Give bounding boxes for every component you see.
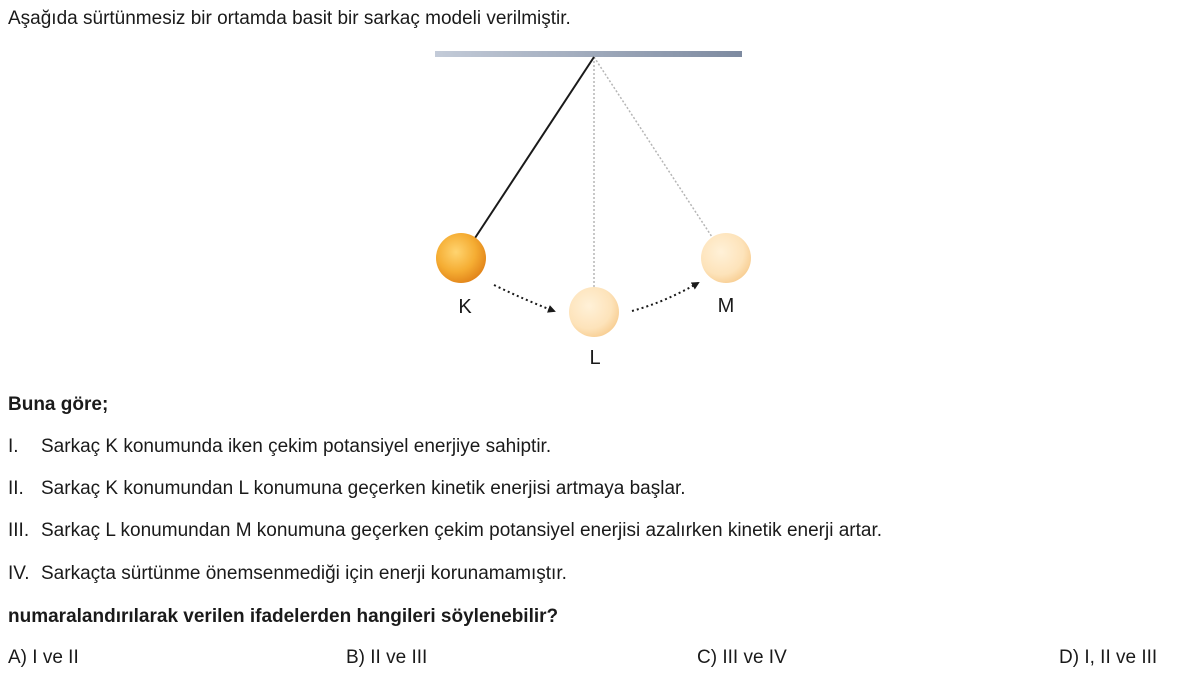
choice-b[interactable]: B) II ve III [346, 647, 428, 668]
statement-number: I. [8, 436, 19, 457]
choice-d[interactable]: D) I, II ve III [1059, 647, 1158, 668]
statement-text: Sarkaçta sürtünme önemsenmediği için enerji korunamamıştır. [41, 563, 567, 584]
statement-number: IV. [8, 563, 30, 584]
choice-c[interactable]: C) III ve IV [697, 647, 787, 668]
ghost-ball-m [701, 233, 751, 283]
ceiling-bar [435, 51, 742, 57]
pendulum-string [475, 57, 594, 238]
statement-3 [8, 519, 882, 543]
pendulum-ball-k [436, 233, 486, 283]
dotted-string-to-m [594, 57, 714, 240]
motion-arrow-k-to-l [494, 285, 554, 311]
ghost-ball-l [569, 287, 619, 337]
statement-text: Sarkaç L konumundan M konumuna geçerken çekim potansiyel enerjisi azalırken kinetik enerji artar. [41, 520, 883, 541]
label-k: K [458, 296, 472, 318]
statement-1 [8, 435, 551, 459]
statement-text: Sarkaç K konumundan L konumuna geçerken kinetik enerjisi artmaya başlar. [41, 478, 686, 499]
label-m: M [717, 295, 735, 317]
statement-2 [8, 477, 686, 501]
prompt-heading: Buna göre; [8, 394, 109, 415]
choice-a[interactable]: A) I ve II [8, 647, 79, 668]
motion-arrow-l-to-m [632, 283, 698, 311]
statement-4 [8, 562, 567, 586]
statement-number: II. [8, 478, 24, 499]
question-text: numaralandırılarak verilen ifadelerden hangileri söylenebilir? [8, 606, 559, 627]
label-l: L [589, 347, 601, 369]
statement-text: Sarkaç K konumunda iken çekim potansiyel enerjiye sahiptir. [41, 436, 552, 457]
statement-number: III. [8, 520, 30, 541]
intro-text: Aşağıda sürtünmesiz bir ortamda basit bir sarkaç modeli verilmiştir. [8, 8, 571, 29]
